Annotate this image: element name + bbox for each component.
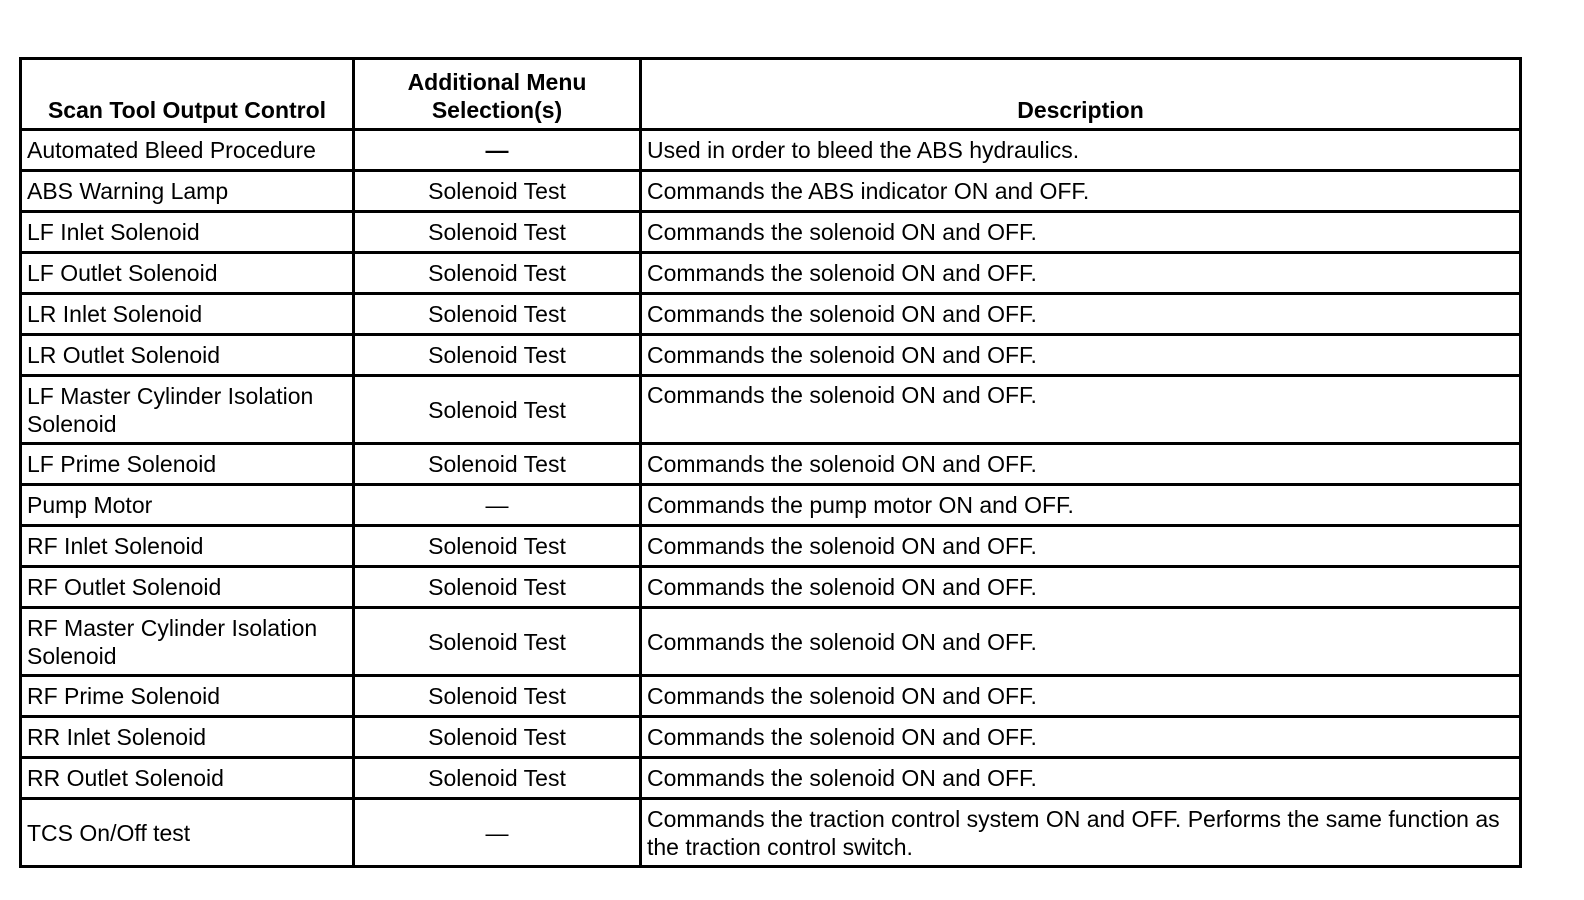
table-row bbox=[21, 608, 1521, 676]
menu-selection-cell: Solenoid Test bbox=[354, 758, 641, 799]
description-cell: Commands the solenoid ON and OFF. bbox=[641, 758, 1521, 799]
scan-tool-output-control-table bbox=[19, 57, 1522, 868]
menu-selection-cell: Solenoid Test bbox=[354, 444, 641, 485]
output-control-cell: RF Outlet Solenoid bbox=[21, 567, 354, 608]
output-control-cell: RR Inlet Solenoid bbox=[21, 717, 354, 758]
description-cell: Used in order to bleed the ABS hydraulics. bbox=[641, 130, 1521, 171]
description-cell: Commands the solenoid ON and OFF. bbox=[641, 608, 1521, 676]
table-row bbox=[21, 799, 1521, 867]
output-control-cell: LF Master Cylinder Isolation Solenoid bbox=[21, 376, 354, 444]
table-row bbox=[21, 171, 1521, 212]
description-cell: Commands the solenoid ON and OFF. bbox=[641, 567, 1521, 608]
table-row bbox=[21, 130, 1521, 171]
description-cell: Commands the solenoid ON and OFF. bbox=[641, 444, 1521, 485]
description-cell: Commands the solenoid ON and OFF. bbox=[641, 526, 1521, 567]
description-cell: Commands the traction control system ON and OFF. Performs the same function as the traction control switch. bbox=[641, 799, 1521, 867]
menu-selection-cell: — bbox=[354, 485, 641, 526]
menu-selection-cell: Solenoid Test bbox=[354, 212, 641, 253]
output-control-cell: RF Inlet Solenoid bbox=[21, 526, 354, 567]
output-control-cell: LF Inlet Solenoid bbox=[21, 212, 354, 253]
menu-selection-cell: Solenoid Test bbox=[354, 253, 641, 294]
output-control-cell: Automated Bleed Procedure bbox=[21, 130, 354, 171]
table-row bbox=[21, 212, 1521, 253]
description-cell: Commands the solenoid ON and OFF. bbox=[641, 376, 1521, 444]
table-row bbox=[21, 376, 1521, 444]
menu-selection-cell: Solenoid Test bbox=[354, 376, 641, 444]
output-control-cell: LR Inlet Solenoid bbox=[21, 294, 354, 335]
menu-selection-cell: Solenoid Test bbox=[354, 717, 641, 758]
table-row bbox=[21, 676, 1521, 717]
table-row bbox=[21, 526, 1521, 567]
output-control-cell: Pump Motor bbox=[21, 485, 354, 526]
table-row bbox=[21, 567, 1521, 608]
menu-selection-cell: — bbox=[354, 799, 641, 867]
table-row bbox=[21, 717, 1521, 758]
table-row bbox=[21, 294, 1521, 335]
description-cell: Commands the solenoid ON and OFF. bbox=[641, 212, 1521, 253]
output-control-cell: ABS Warning Lamp bbox=[21, 171, 354, 212]
table-row bbox=[21, 253, 1521, 294]
table-row bbox=[21, 335, 1521, 376]
menu-selection-cell: Solenoid Test bbox=[354, 335, 641, 376]
output-control-cell: RR Outlet Solenoid bbox=[21, 758, 354, 799]
description-cell: Commands the solenoid ON and OFF. bbox=[641, 253, 1521, 294]
header-additional-menu-selections: Additional Menu Selection(s) bbox=[354, 59, 641, 130]
description-cell: Commands the solenoid ON and OFF. bbox=[641, 717, 1521, 758]
output-control-cell: TCS On/Off test bbox=[21, 799, 354, 867]
table-row bbox=[21, 444, 1521, 485]
output-control-cell: RF Prime Solenoid bbox=[21, 676, 354, 717]
description-cell: Commands the solenoid ON and OFF. bbox=[641, 335, 1521, 376]
header-scan-tool-output-control: Scan Tool Output Control bbox=[21, 59, 354, 130]
menu-selection-cell: Solenoid Test bbox=[354, 676, 641, 717]
menu-selection-cell: Solenoid Test bbox=[354, 171, 641, 212]
output-control-cell: LF Prime Solenoid bbox=[21, 444, 354, 485]
description-cell: Commands the solenoid ON and OFF. bbox=[641, 294, 1521, 335]
table-header-row bbox=[21, 59, 1521, 130]
menu-selection-cell: — bbox=[354, 130, 641, 171]
description-cell: Commands the ABS indicator ON and OFF. bbox=[641, 171, 1521, 212]
menu-selection-cell: Solenoid Test bbox=[354, 294, 641, 335]
table-row bbox=[21, 758, 1521, 799]
description-cell: Commands the pump motor ON and OFF. bbox=[641, 485, 1521, 526]
output-control-cell: RF Master Cylinder Isolation Solenoid bbox=[21, 608, 354, 676]
menu-selection-cell: Solenoid Test bbox=[354, 608, 641, 676]
header-description: Description bbox=[641, 59, 1521, 130]
menu-selection-cell: Solenoid Test bbox=[354, 567, 641, 608]
table-row bbox=[21, 485, 1521, 526]
output-control-cell: LF Outlet Solenoid bbox=[21, 253, 354, 294]
description-cell: Commands the solenoid ON and OFF. bbox=[641, 676, 1521, 717]
menu-selection-cell: Solenoid Test bbox=[354, 526, 641, 567]
output-control-cell: LR Outlet Solenoid bbox=[21, 335, 354, 376]
